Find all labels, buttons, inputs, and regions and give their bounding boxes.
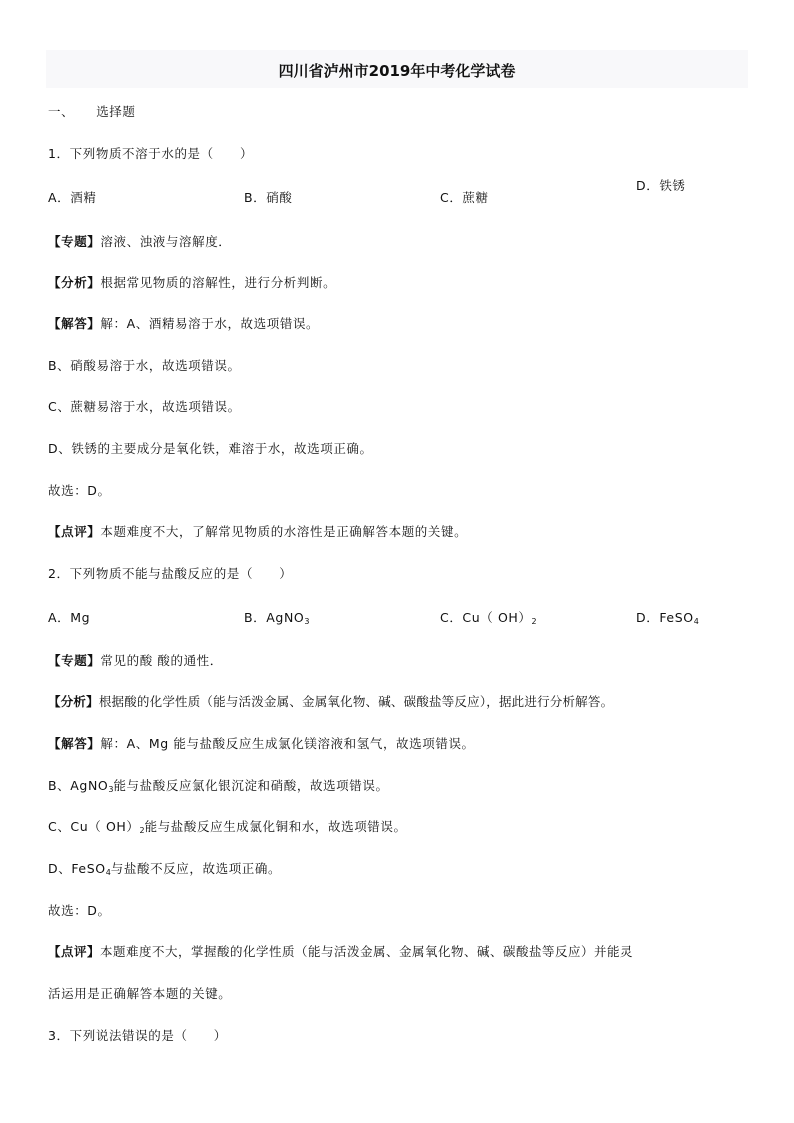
analysis-text: 根据酸的化学性质（能与活泼金属、金属氧化物、碱、碳酸盐等反应），据此进行分析解答。 [98,694,614,709]
comment-tag: 【点评】 [48,944,101,959]
q2-topic [48,653,223,669]
section-heading [48,104,136,120]
q1-answer [48,316,319,332]
q2-option-b [244,610,309,630]
q1-option-d: D．铁锈 [636,178,686,193]
q2-analysis [48,694,613,710]
q2-answer [48,736,475,752]
q2-answer-d-rest: 与盐酸不反应，故选项正确。 [110,861,282,876]
comment-tag: 【点评】 [48,524,101,539]
comment-text: 本题难度不大，掌握酸的化学性质（能与活泼金属、金属氧化物、碱、碳酸盐等反应）并能灵 [100,944,634,959]
q2-option-c [440,610,537,630]
q2-answer-d-text: D、FeSO [48,861,106,876]
q1-analysis [48,275,336,291]
q2-comment-continued: 活运用是正确解答本题的关键。 [48,986,232,1001]
q1-answer-d: D、铁锈的主要成分是氧化铁，难溶于水，故选项正确。 [48,441,373,456]
q2-option-b-text: B．AgNO [244,610,305,625]
answer-tag: 【解答】 [48,316,101,331]
q1-choice: 故选：D。 [48,483,111,498]
q2-answer-c [48,819,407,839]
topic-text: 常见的酸 酸的通性． [100,653,223,668]
q1-answer-c: C、蔗糖易溶于水，故选项错误。 [48,399,241,414]
q1-option-b: B．硝酸 [244,190,293,205]
question-3-stem: 3．下列说法错误的是（ ） [48,1028,227,1043]
question-2-stem: 2．下列物质不能与盐酸反应的是（ ） [48,566,293,581]
comment-text: 本题难度不大，了解常见物质的水溶性是正确解答本题的关键。 [100,524,468,539]
q2-answer-b-text: B、AgNO [48,778,109,793]
q1-comment [48,524,467,540]
q1-answer-b: B、硝酸易溶于水，故选项错误。 [48,358,241,373]
answer-text: 解：A、酒精易溶于水，故选项错误。 [100,316,320,331]
q1-option-c: C．蔗糖 [440,190,489,205]
q2-answer-d [48,861,281,881]
page-title: 四川省泸州市2019年中考化学试卷 [278,62,516,80]
q2-option-d [636,610,699,630]
topic-tag: 【专题】 [48,653,101,668]
q1-topic [48,234,231,250]
q2-option-b-subscript: 3 [304,617,310,626]
answer-text: 解：A、Mg 能与盐酸反应生成氯化镁溶液和氢气，故选项错误。 [100,736,475,751]
q2-answer-c-text: C、Cu（ OH） [48,819,140,834]
q2-answer-c-subscript: 2 [139,826,145,835]
q2-option-d-subscript: 4 [693,617,699,626]
topic-text: 溶液、浊液与溶解度． [100,234,232,249]
analysis-text: 根据常见物质的溶解性，进行分析判断。 [100,275,337,290]
section-name: 选择题 [96,104,136,119]
q2-option-c-subscript: 2 [531,617,537,626]
q2-answer-c-rest: 能与盐酸反应生成氯化铜和水，故选项错误。 [144,819,407,834]
q2-option-d-text: D．FeSO [636,610,694,625]
q2-answer-d-subscript: 4 [105,868,111,877]
answer-tag: 【解答】 [48,736,101,751]
q2-option-a: A．Mg [48,610,91,625]
q2-option-c-text: C．Cu（ OH） [440,610,532,625]
q2-answer-b-rest: 能与盐酸反应氯化银沉淀和硝酸，故选项错误。 [113,778,389,793]
q2-answer-b-subscript: 3 [108,785,114,794]
q1-option-a: A．酒精 [48,190,97,205]
analysis-tag: 【分析】 [48,694,99,709]
q2-comment [48,944,633,960]
q2-answer-b [48,778,389,798]
topic-tag: 【专题】 [48,234,101,249]
question-1-stem: 1．下列物质不溶于水的是（ ） [48,146,254,161]
analysis-tag: 【分析】 [48,275,101,290]
section-number: 一、 [48,104,75,119]
q2-choice: 故选：D。 [48,903,111,918]
